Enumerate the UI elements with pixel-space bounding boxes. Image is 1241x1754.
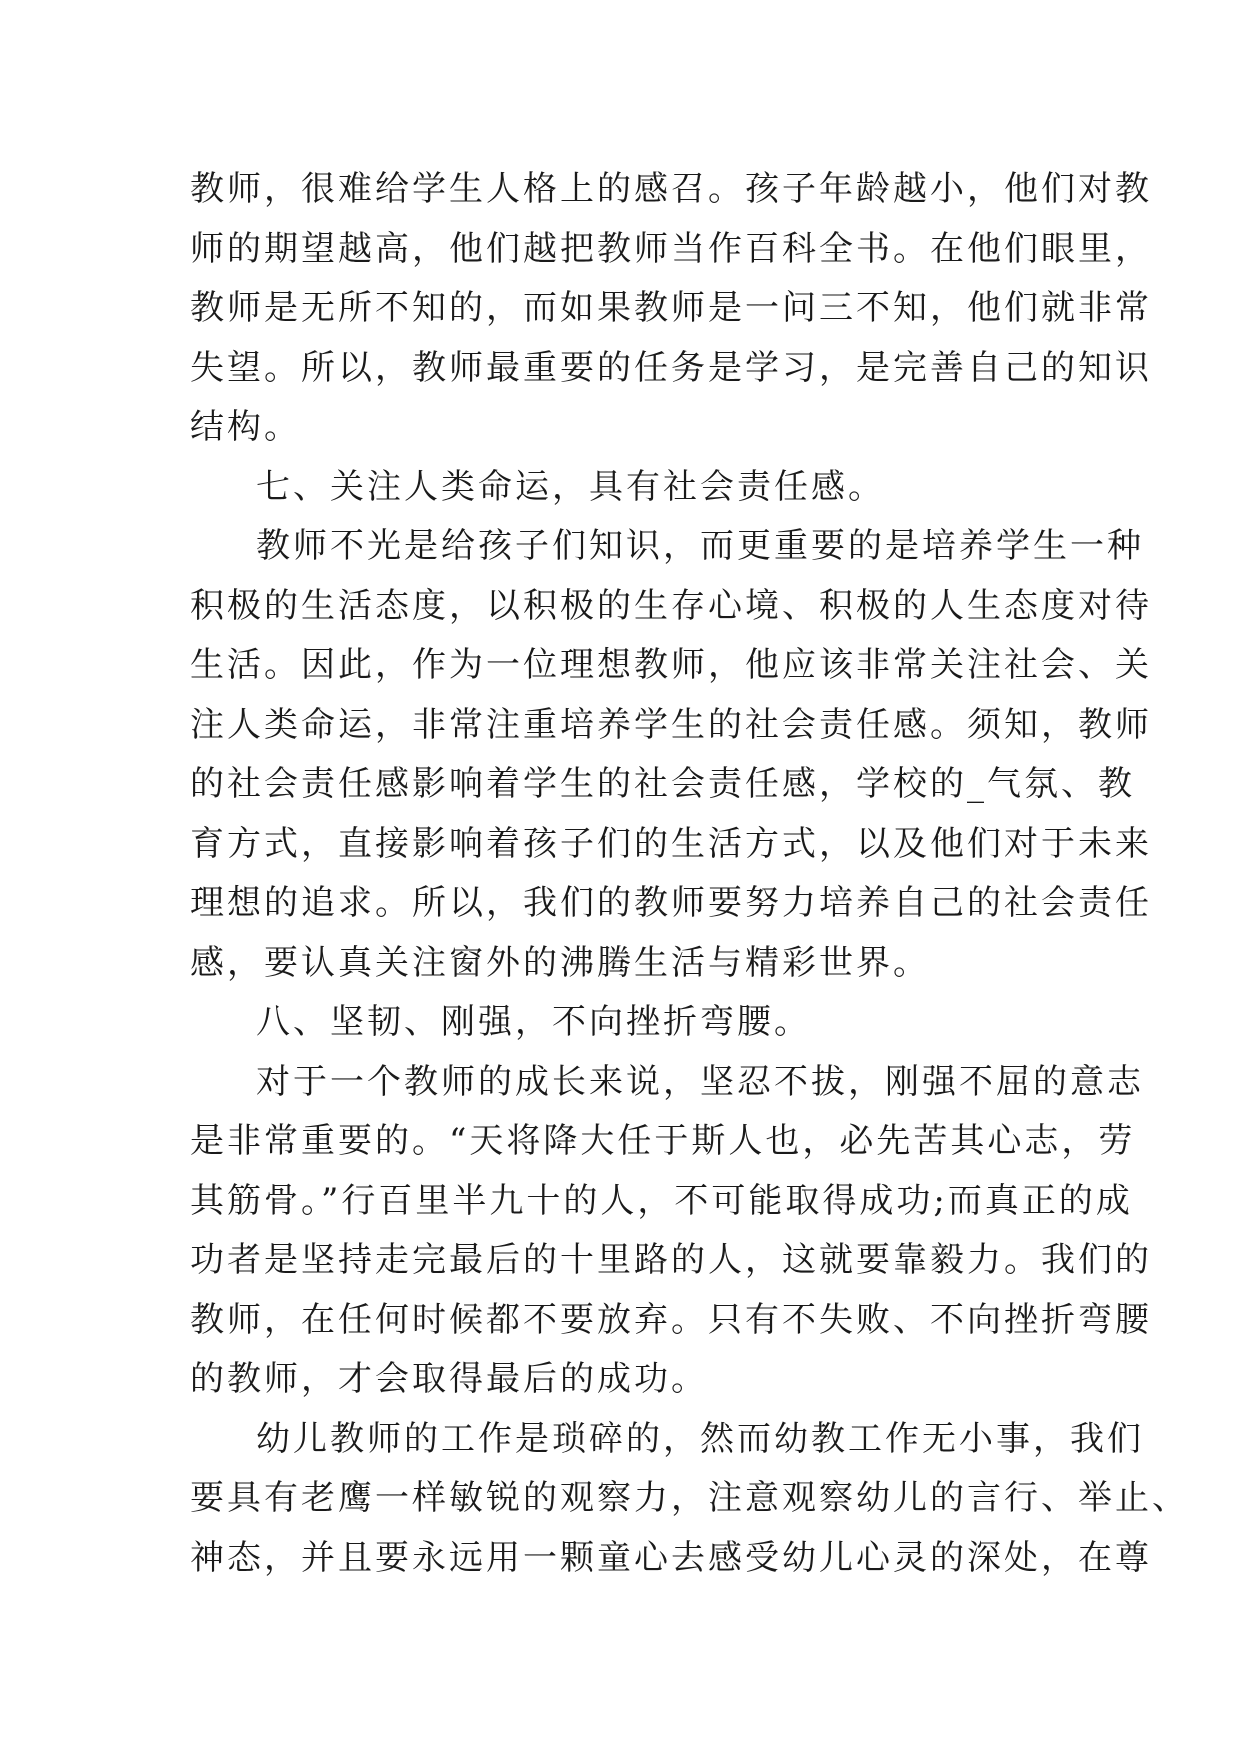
text-line: 理想的追求。所以，我们的教师要努力培养自己的社会责任 (190, 883, 1152, 923)
text-line: 师的期望越高，他们越把教师当作百科全书。在他们眼里， (190, 228, 1152, 269)
text-line: 育方式，直接影响着孩子们的生活方式，以及他们对于未来 (190, 823, 1152, 864)
text-line: 幼儿教师的工作是琐碎的，然而幼教工作无小事，我们 (256, 1418, 1144, 1459)
text-line: 对于一个教师的成长来说，坚忍不拔，刚强不屈的意志 (256, 1061, 1144, 1102)
text-line: 注人类命运，非常注重培养学生的社会责任感。须知，教师 (190, 704, 1152, 745)
text-line: 功者是坚持走完最后的十里路的人，这就要靠毅力。我们的 (190, 1240, 1152, 1280)
text-line: 生活。因此，作为一位理想教师，他应该非常关注社会、关 (190, 645, 1152, 685)
text-line: 七、关注人类命运，具有社会责任感。 (256, 466, 885, 507)
text-line: 其筋骨。”行百里半九十的人，不可能取得成功;而真正的成 (190, 1180, 1133, 1221)
body-text (190, 160, 1189, 1588)
text-line: 失望。所以，教师最重要的任务是学习，是完善自己的知识 (190, 347, 1152, 388)
text-line: 积极的生活态度，以积极的生存心境、积极的人生态度对待 (190, 585, 1152, 626)
text-line: 结构。 (190, 407, 301, 447)
text-line: 是非常重要的。“天将降大任于斯人也，必先苦其心志，劳 (190, 1121, 1136, 1161)
text-line: 教师，在任何时候都不要放弃。只有不失败、不向挫折弯腰 (190, 1299, 1152, 1340)
text-line: 神态，并且要永远用一颗童心去感受幼儿心灵的深处，在尊 (190, 1537, 1152, 1578)
text-line: 感，要认真关注窗外的沸腾生活与精彩世界。 (190, 942, 930, 983)
text-line: 教师是无所不知的，而如果教师是一问三不知，他们就非常 (190, 288, 1152, 328)
text-line: 的社会责任感影响着学生的社会责任感，学校的_气氛、教 (190, 764, 1135, 804)
text-line: 教师，很难给学生人格上的感召。孩子年龄越小，他们对教 (190, 169, 1152, 209)
text-line: 八、坚韧、刚强，不向挫折弯腰。 (256, 1002, 811, 1042)
text-line: 的教师，才会取得最后的成功。 (190, 1359, 708, 1399)
text-line: 教师不光是给孩子们知识，而更重要的是培养学生一种 (256, 526, 1144, 566)
text-line: 要具有老鹰一样敏锐的观察力，注意观察幼儿的言行、举止、 (190, 1478, 1189, 1518)
